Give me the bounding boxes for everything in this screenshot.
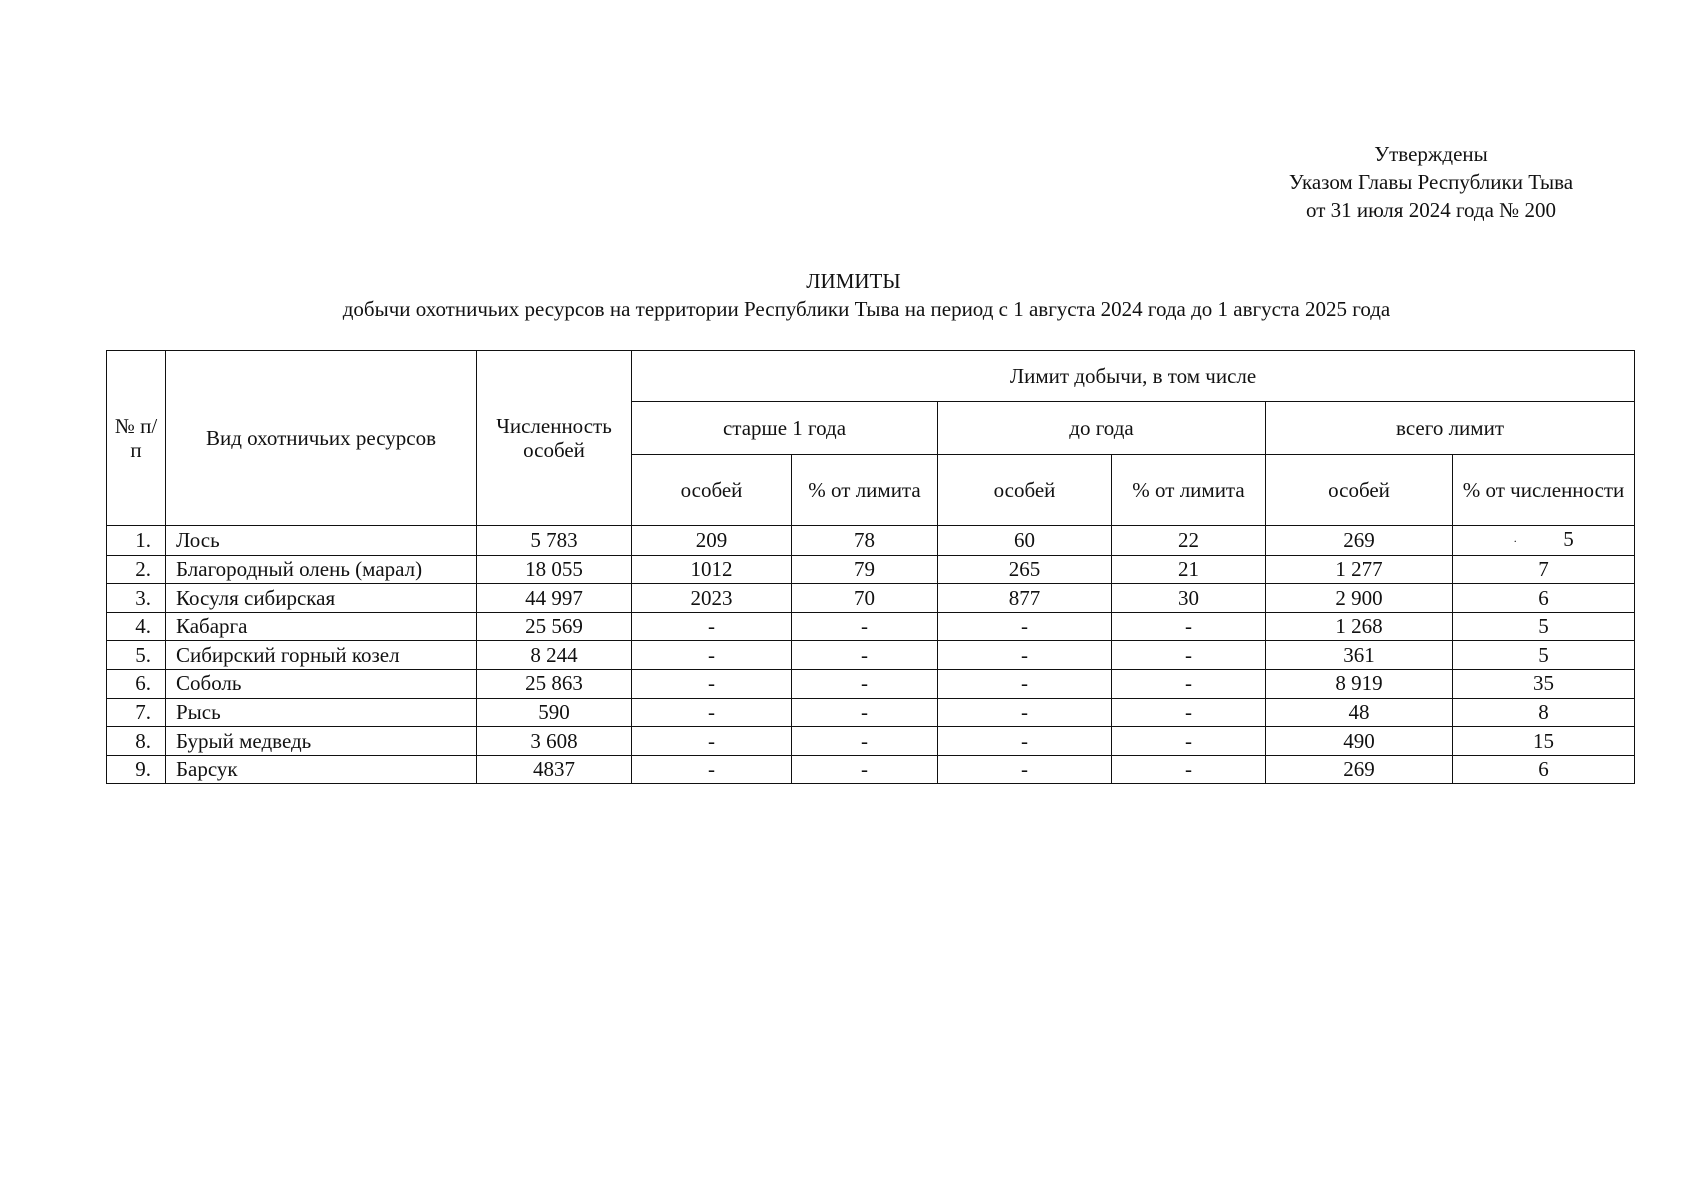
header-older-pct: % от лимита [792,455,938,526]
cell-total-count: 2 900 [1266,584,1453,613]
table-row [107,641,1635,670]
table-row [107,555,1635,584]
cell-young-count: - [938,727,1112,756]
cell-older-pct: - [792,727,938,756]
title-subtitle: добычи охотничьих ресурсов на территории Республики Тыва на период с 1 августа 2024 года до 1 августа 2025 года [342,297,1391,321]
cell-young-count: 265 [938,555,1112,584]
cell-num: 7. [107,698,166,727]
cell-older-count: 209 [632,526,792,556]
cell-older-pct: - [792,698,938,727]
cell-total-pct [1453,526,1635,556]
cell-species: Соболь [166,670,477,699]
header-total-pct: % от численности [1453,455,1635,526]
approval-line-1: Утверждены [1374,142,1488,166]
header-older-count: особей [632,455,792,526]
header-young: до года [938,402,1266,455]
approval-line-3: от 31 июля 2024 года № 200 [1306,198,1556,222]
scan-speck: · [1513,533,1518,548]
cell-young-pct: - [1112,612,1266,641]
cell-total-count: 1 268 [1266,612,1453,641]
cell-older-count: - [632,612,792,641]
cell-young-pct: - [1112,670,1266,699]
cell-total-pct-value: 5 [1563,527,1574,551]
table-row [107,670,1635,699]
cell-young-count: - [938,755,1112,784]
approval-line-2: Указом Главы Республики Тыва [1288,170,1574,194]
cell-species: Косуля сибирская [166,584,477,613]
header-population: Численность особей [477,351,632,526]
cell-older-count: - [632,698,792,727]
table-row [107,584,1635,613]
cell-num: 5. [107,641,166,670]
cell-young-count: 877 [938,584,1112,613]
cell-num: 3. [107,584,166,613]
cell-young-pct: - [1112,755,1266,784]
cell-young-pct: - [1112,727,1266,756]
cell-population: 44 997 [477,584,632,613]
cell-older-count: - [632,641,792,670]
cell-total-pct: 8 [1453,698,1635,727]
cell-num: 4. [107,612,166,641]
cell-young-count: - [938,698,1112,727]
header-total: всего лимит [1266,402,1635,455]
cell-species: Кабарга [166,612,477,641]
cell-population: 18 055 [477,555,632,584]
cell-older-count: 1012 [632,555,792,584]
header-limit-group: Лимит добычи, в том числе [632,351,1635,402]
cell-num: 9. [107,755,166,784]
cell-population: 590 [477,698,632,727]
cell-total-count: 48 [1266,698,1453,727]
cell-young-count: - [938,670,1112,699]
cell-total-count: 361 [1266,641,1453,670]
header-total-count: особей [1266,455,1453,526]
cell-older-count: 2023 [632,584,792,613]
cell-older-pct: 70 [792,584,938,613]
cell-older-pct: - [792,670,938,699]
header-young-pct: % от лимита [1112,455,1266,526]
title-main: ЛИМИТЫ [806,269,901,293]
cell-total-pct: 5 [1453,641,1635,670]
cell-num: 6. [107,670,166,699]
cell-population: 8 244 [477,641,632,670]
cell-total-count: 269 [1266,755,1453,784]
cell-older-pct: 79 [792,555,938,584]
table-row [107,526,1635,556]
cell-species: Лось [166,526,477,556]
approval-stamp [1251,140,1611,224]
cell-total-pct: 15 [1453,727,1635,756]
cell-total-pct: 7 [1453,555,1635,584]
table-row [107,727,1635,756]
cell-num: 1. [107,526,166,556]
cell-older-pct: - [792,612,938,641]
cell-total-count: 269 [1266,526,1453,556]
cell-population: 4837 [477,755,632,784]
cell-num: 2. [107,555,166,584]
table-body [107,526,1635,784]
header-young-count: особей [938,455,1112,526]
cell-young-count: 60 [938,526,1112,556]
cell-young-count: - [938,612,1112,641]
cell-older-pct: - [792,641,938,670]
cell-older-count: - [632,755,792,784]
cell-young-count: - [938,641,1112,670]
limits-table [106,350,1635,784]
cell-total-pct: 35 [1453,670,1635,699]
header-older: старше 1 года [632,402,938,455]
document-title [0,267,1707,323]
cell-total-count: 490 [1266,727,1453,756]
table-row [107,755,1635,784]
cell-population: 25 863 [477,670,632,699]
cell-num: 8. [107,727,166,756]
cell-total-count: 1 277 [1266,555,1453,584]
cell-young-pct: 22 [1112,526,1266,556]
header-num: № п/п [107,351,166,526]
table-row [107,698,1635,727]
cell-older-pct: - [792,755,938,784]
cell-species: Благородный олень (марал) [166,555,477,584]
cell-older-pct: 78 [792,526,938,556]
cell-population: 25 569 [477,612,632,641]
header-species: Вид охотничьих ресурсов [166,351,477,526]
cell-young-pct: 21 [1112,555,1266,584]
cell-young-pct: 30 [1112,584,1266,613]
table-row [107,612,1635,641]
cell-species: Сибирский горный козел [166,641,477,670]
cell-total-pct: 6 [1453,584,1635,613]
cell-total-count: 8 919 [1266,670,1453,699]
cell-older-count: - [632,727,792,756]
cell-species: Барсук [166,755,477,784]
table-header [107,351,1635,526]
cell-population: 5 783 [477,526,632,556]
cell-young-pct: - [1112,641,1266,670]
cell-young-pct: - [1112,698,1266,727]
cell-older-count: - [632,670,792,699]
cell-total-pct: 5 [1453,612,1635,641]
cell-total-pct: 6 [1453,755,1635,784]
cell-species: Бурый медведь [166,727,477,756]
cell-species: Рысь [166,698,477,727]
cell-population: 3 608 [477,727,632,756]
